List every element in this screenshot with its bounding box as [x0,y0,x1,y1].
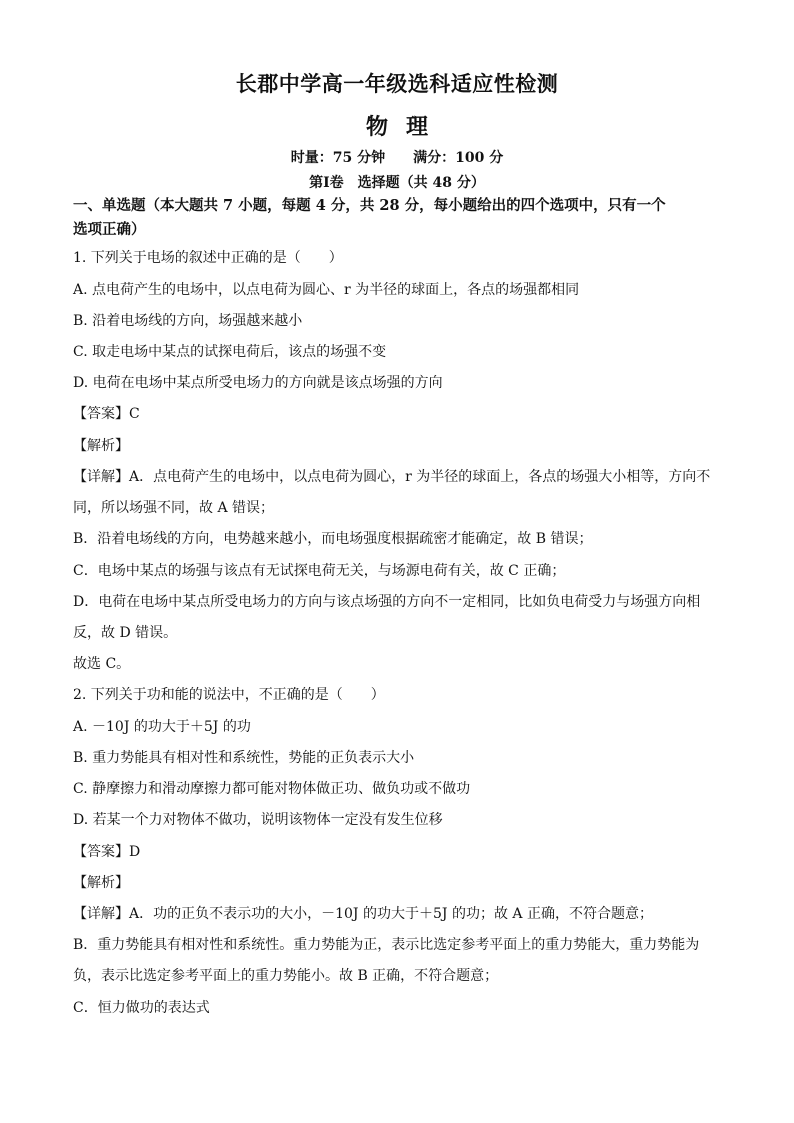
q2-detail-a: 【详解】A．功的正负不表示功的大小，－10J 的功大于＋5J 的功；故 A 正确，不符合题意； [73,906,653,922]
q2-option-b: B. 重力势能具有相对性和系统性，势能的正负表示大小 [73,750,415,766]
section-heading-line2: 选项正确） [73,221,146,238]
q1-analysis-label: 【解析】 [73,438,129,454]
q2-option-d: D. 若某一个力对物体不做功，说明该物体一定没有发生位移 [73,812,443,828]
score-label: 满分：100 分 [413,150,504,166]
q1-detail-d-line1: D．电荷在电场中某点所受电场力的方向与该点场强的方向不一定相同，比如负电荷受力与场强方向相 [73,594,701,610]
q2-option-a: A. －10J 的功大于＋5J 的功 [73,719,251,735]
q2-detail-b-line2: 负，表示比选定参考平面上的重力势能小。故 B 正确，不符合题意； [73,968,499,984]
q1-detail-c: C．电场中某点的场强与该点有无试探电荷无关，与场源电荷有关，故 C 正确； [73,563,566,579]
q2-analysis-label: 【解析】 [73,875,129,891]
q2-detail-b-line1: B．重力势能具有相对性和系统性。重力势能为正，表示比选定参考平面上的重力势能大，重力势能为 [73,937,700,953]
school-title: 长郡中学高一年级选科适应性检测 [235,71,559,96]
section-heading-line1: 一、单选题（本大题共 7 小题，每题 4 分，共 28 分，每小题给出的四个选项中，只有一个 [73,197,666,214]
q1-answer: 【答案】C [73,406,140,422]
q1-option-c: C. 取走电场中某点的试探电荷后，该点的场强不变 [73,344,387,360]
q1-stem: 1. 下列关于电场的叙述中正确的是（ ） [73,250,343,266]
part-title: 第Ⅰ卷 选择题（共 48 分） [309,175,485,191]
q1-detail-a-line2: 同，所以场强不同，故 A 错误； [73,500,275,516]
q1-option-d: D. 电荷在电场中某点所受电场力的方向就是该点场强的方向 [73,375,443,391]
q1-detail-b: B．沿着电场线的方向，电势越来越小，而电场强度根据疏密才能确定，故 B 错误； [73,531,593,547]
q1-option-b: B. 沿着电场线的方向，场强越来越小 [73,313,303,329]
time-label: 时量：75 分钟 [290,150,386,166]
q2-option-c: C. 静摩擦力和滑动摩擦力都可能对物体做正功、做负功或不做功 [73,781,471,797]
q1-detail-a-line1: 【详解】A．点电荷产生的电场中，以点电荷为圆心，r 为半径的球面上，各点的场强大小相等，方向不 [73,469,711,485]
subject-title: 物理 [365,114,446,140]
q1-conclusion: 故选 C。 [73,656,131,672]
q1-option-a: A. 点电荷产生的电场中，以点电荷为圆心、r 为半径的球面上，各点的场强都相同 [73,282,580,298]
q2-detail-c: C．恒力做功的表达式 [73,1000,210,1016]
exam-meta [0,147,794,167]
q2-answer: 【答案】D [73,844,141,860]
q1-detail-d-line2: 反，故 D 错误。 [73,625,178,641]
q2-stem: 2. 下列关于功和能的说法中，不正确的是（ ） [73,687,385,703]
